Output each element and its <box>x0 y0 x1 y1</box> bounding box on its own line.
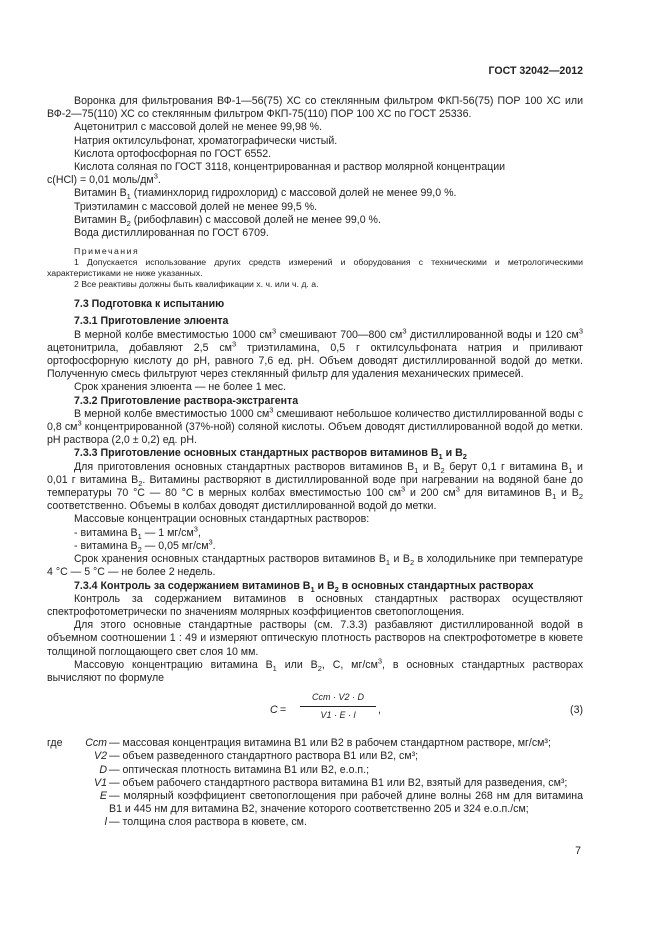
t: в холодильнике при температуре 4 °C — 5 °C — не более 2 недель. <box>47 553 584 579</box>
formula-lhs: C <box>270 704 278 717</box>
definition-text: — оптическая плотность витамина B1 или B2, е.о.п.; <box>109 763 370 776</box>
formula-3 <box>47 691 583 731</box>
concentration-b2: - витамина $B_2$ — 0,05 $мг/см^3$. <box>74 537 216 554</box>
t: или B <box>276 658 318 671</box>
item-vitamin-b1: Витамин $B_1$ (тиаминхлорид гидрохлорид) с массовой долей не менее 99,0 %. <box>74 187 457 202</box>
section-7-3-2-title: 7.3.2 Приготовление раствора-экстрагента <box>74 394 299 407</box>
section-7-3-4-para-3: Массовую концентрацию витамина $B_1$ или $B_2$, C, $мг/см^3$, в основных стандартных растворах вычисляют по формуле <box>47 656 583 684</box>
vitamin-b1-label: Витамин B <box>74 187 127 200</box>
definition-text: — объем разведенного стандартного раствора B1 или B2, см³; <box>109 750 419 763</box>
t: и B <box>390 553 410 566</box>
item-hcl-concentration: c(HCl) = 0,01 моль/$дм^3$. <box>47 171 161 187</box>
t: дистиллированной воды и 120 см <box>406 328 579 341</box>
formula-number: (3) <box>570 704 583 717</box>
item-acetonitrile: Ацетонитрил с массовой долей не менее 99,98 %. <box>74 121 323 134</box>
section-7-3-3-para-1: Для приготовления основных стандартных растворов витаминов $B_1$ и $B_2$ берут 0,1 г витамина $B_1$ и 0,01 г витамина $B_2$. Витамины растворяют в дистиллированной воде при нагревании на водяной бане до температуры 70 °C — 80 °C в мерных колбах вместимостью 100 $см^3$ и 200 $см^3$ для витаминов $B_1$ и $B_2$ соответственно. Объемы в колбах доводят дистиллированной водой до метки. <box>47 460 583 513</box>
item-hydrochloric-acid: Кислота соляная по ГОСТ 3118, концентрированная и раствор молярной концентрации <box>74 161 506 174</box>
t: берут 0,1 г витамина B <box>444 460 569 473</box>
t: Срок хранения основных стандартных растворов витаминов B <box>74 553 386 566</box>
t: концентрированной (37%-ной) соляной кислоты. Объем доводят дистиллированной водой до метки. pH раствора (2,0 ± 0,2) ед. pH. <box>47 421 583 447</box>
definition-symbol-cell <box>47 790 109 816</box>
t: соответственно. Объемы в колбах доводят дистиллированной водой до метки. <box>47 500 437 513</box>
section-7-3-1-title: 7.3.1 Приготовление элюента <box>74 315 229 328</box>
t: Для приготовления основных стандартных растворов витаминов B <box>74 460 415 473</box>
note-1: 1 Допускается использование других средств измерений и оборудования с техническими и метрологическими характеристиками не ниже указанных. <box>47 257 583 279</box>
formula-numerator: Cст · V2 · D <box>300 691 376 707</box>
page-number: 7 <box>575 845 581 857</box>
section-7-3-1-para-1: В мерной колбе вместимостью 1000 $см^3$ смешивают 700—800 $см^3$ дистиллированной воды и 120 $см^3$ ацетонитрила, добавляют 2,5 $см^3$ триэтиламина, 0,5 г октилсульфоната натрия и приливают ортофосфорную кислоту до pH, равного 7,6 ед. pH. Объем доводят дистиллированной водой до метки. Полученную смесь фильтруют через стеклянный фильтр для удаления механических примесей. <box>47 326 584 381</box>
vitamin-b1-text: (тиаминхлорид гидрохлорид) с массовой долей не менее 99,0 %. <box>130 187 457 200</box>
t: В мерной колбе вместимостью 1000 см <box>74 407 270 420</box>
definition-symbol: E <box>99 789 107 802</box>
definition-symbol: V2 <box>94 750 107 763</box>
definition-symbol-cell <box>47 816 109 829</box>
t: и B <box>314 579 335 592</box>
section-7-3-3-para-3: Срок хранения основных стандартных растворов витаминов $B_1$ и $B_2$ в холодильнике при температуре 4 °C — 5 °C — не более 2 недель. <box>47 553 584 579</box>
definition-row <box>47 777 583 790</box>
section-7-3-3-title: 7.3.3 Приготовление основных стандартных растворов витаминов $B_1$ и $B_2$ <box>74 447 467 462</box>
concentration-b1: - витамина $B_1$ — 1 $мг/см^3$, <box>74 524 201 541</box>
t: 7.3.4 Контроль за содержанием витаминов B <box>74 579 311 592</box>
t: и B <box>418 460 441 473</box>
section-7-3-title: 7.3 Подготовка к испытанию <box>74 298 225 311</box>
t: - витамина B <box>74 539 138 552</box>
t: триэтиламина, 0,5 г октилсульфоната натрия и приливают ортофосфорную кислоту до pH, равного 7,6 ед. pH. Объем доводят дистиллированной водой до метки. Полученную смесь фильтруют через стеклянный фильтр для удаления механических примесей. <box>47 341 584 381</box>
t: и 0,01 г витамина B <box>47 460 583 486</box>
t: . Витамины растворяют в дистиллированной воде при нагревании на водяной бане до температуры 70 °C — 80 °C в мерных колбах вместимостью 100 см <box>47 473 583 500</box>
t: Массовую концентрацию витамина B <box>74 658 273 671</box>
definition-symbol-cell <box>47 750 109 763</box>
definition-symbol-cell <box>47 777 109 790</box>
item-funnel: Воронка для фильтрования ВФ-1—56(75) ХС со стеклянным фильтром ФКП-56(75) ПОР 100 ХС или ВФ-2—75(110) ХС со стеклянным фильтром ФКП-75(110) ПОР 100 ХС по ГОСТ 25336. <box>47 95 583 121</box>
section-7-3-4-title: 7.3.4 Контроль за содержанием витаминов $B_1$ и $B_2$ в основных стандартных растворах <box>74 579 534 594</box>
definition-text: — молярный коэффициент светопоглощения при рабочей длине волны 268 нм для витамина B1 и 445 нм для витамина B2, значение которого соответственно 205 и 324 е.о.п./см; <box>109 789 583 816</box>
t: в основных стандартных растворах <box>338 579 534 592</box>
t: для витаминов B <box>459 487 553 500</box>
t: , в основных стандартных растворах вычисляют по формуле <box>47 658 583 684</box>
definition-symbol: Cст <box>85 737 107 750</box>
t: - витамина B <box>74 526 138 539</box>
item-phosphoric-acid: Кислота ортофосфорная по ГОСТ 6552. <box>74 147 272 160</box>
definition-symbol: D <box>99 763 107 776</box>
notes-block <box>47 246 583 290</box>
definition-symbol: V1 <box>94 776 107 789</box>
definition-symbol-cell <box>47 764 109 777</box>
t: смешивают небольшое количество дистиллированной воды с 0,8 см <box>47 407 583 434</box>
section-7-3-4-para-2: Для этого основные стандартные растворы (см. 7.3.3) разбавляют дистиллированной водой в объемном соотношении 1 : 49 и измеряют оптическую плотность растворов на спектрофотометре в кювете толщиной поглощающего свет слоя 10 мм. <box>47 619 583 658</box>
formula-definitions <box>47 737 583 829</box>
vitamin-b2-text: (рибофлавин) с массовой долей не менее 99,0 %. <box>130 213 381 226</box>
definition-row <box>47 790 583 816</box>
t: — 0,05 мг/см <box>141 539 209 552</box>
definition-row <box>47 750 583 763</box>
section-7-3-4-para-1: Контроль за содержанием витаминов в основных стандартных растворах осуществляют спектрофотометрически по значениям молярных коэффициентов светопоглощения. <box>47 592 583 618</box>
section-7-3-1-para-2: Срок хранения элюента — не более 1 мес. <box>74 381 286 394</box>
definition-symbol-cell <box>47 737 109 750</box>
definition-text: — объем рабочего стандартного раствора витамина B1 или B2, взятый для разведения, см³; <box>109 776 568 789</box>
formula-fraction <box>300 691 376 722</box>
definition-row <box>47 816 583 829</box>
t: 7.3.3 Приготовление основных стандартных растворов витаминов B <box>74 447 439 460</box>
t: и B <box>442 447 463 460</box>
t: — 1 мг/см <box>141 526 194 539</box>
notes-title: Примечания <box>74 246 140 257</box>
formula-denominator: V1 · E · l <box>320 710 356 721</box>
section-7-3-3-para-2: Массовые концентрации основных стандартных растворов: <box>74 513 370 526</box>
formula-equals: = <box>280 704 287 717</box>
formula-comma: , <box>378 704 381 717</box>
t: , C, мг/см <box>321 658 378 671</box>
item-octylsulfonate: Натрия октилсульфонат, хроматографически чистый. <box>74 134 338 147</box>
document-body <box>47 95 583 830</box>
hcl-text: c(HCl) = 0,01 моль/дм <box>47 174 154 187</box>
t: ацетонитрила, добавляют 2,5 см <box>47 341 232 354</box>
section-7-3-2-para-1: В мерной колбе вместимостью 1000 $см^3$ смешивают небольшое количество дистиллированной воды с 0,8 $см^3$ концентрированной (37%-ной) соляной кислоты. Объем доводят дистиллированной водой до метки. pH раствора (2,0 ± 0,2) ед. pH. <box>47 405 583 447</box>
item-vitamin-b2: Витамин $B_2$ (рибофлавин) с массовой долей не менее 99,0 %. <box>74 213 381 228</box>
t: В мерной колбе вместимостью 1000 см <box>74 328 272 341</box>
definition-text: — толщина слоя раствора в кювете, см. <box>109 816 307 829</box>
definition-text: — массовая концентрация витамина B1 или B2 в рабочем стандартном растворе, мг/см³; <box>109 737 551 750</box>
definition-symbol: l <box>104 816 107 829</box>
definition-row <box>47 737 583 750</box>
definition-row <box>47 764 583 777</box>
t: смешивают 700—800 см <box>276 328 403 341</box>
note-2: 2 Все реактивы должны быть квалификации х. ч. или ч. д. а. <box>74 279 319 290</box>
standard-header: ГОСТ 32042—2012 <box>488 65 583 77</box>
item-water: Вода дистиллированная по ГОСТ 6709. <box>74 227 269 240</box>
vitamin-b2-label: Витамин B <box>74 213 127 226</box>
t: и B <box>556 487 579 500</box>
definition-lead: где <box>47 737 63 750</box>
t: и 200 см <box>405 487 456 500</box>
item-triethylamine: Триэтиламин с массовой долей не менее 99,5 %. <box>74 200 318 213</box>
